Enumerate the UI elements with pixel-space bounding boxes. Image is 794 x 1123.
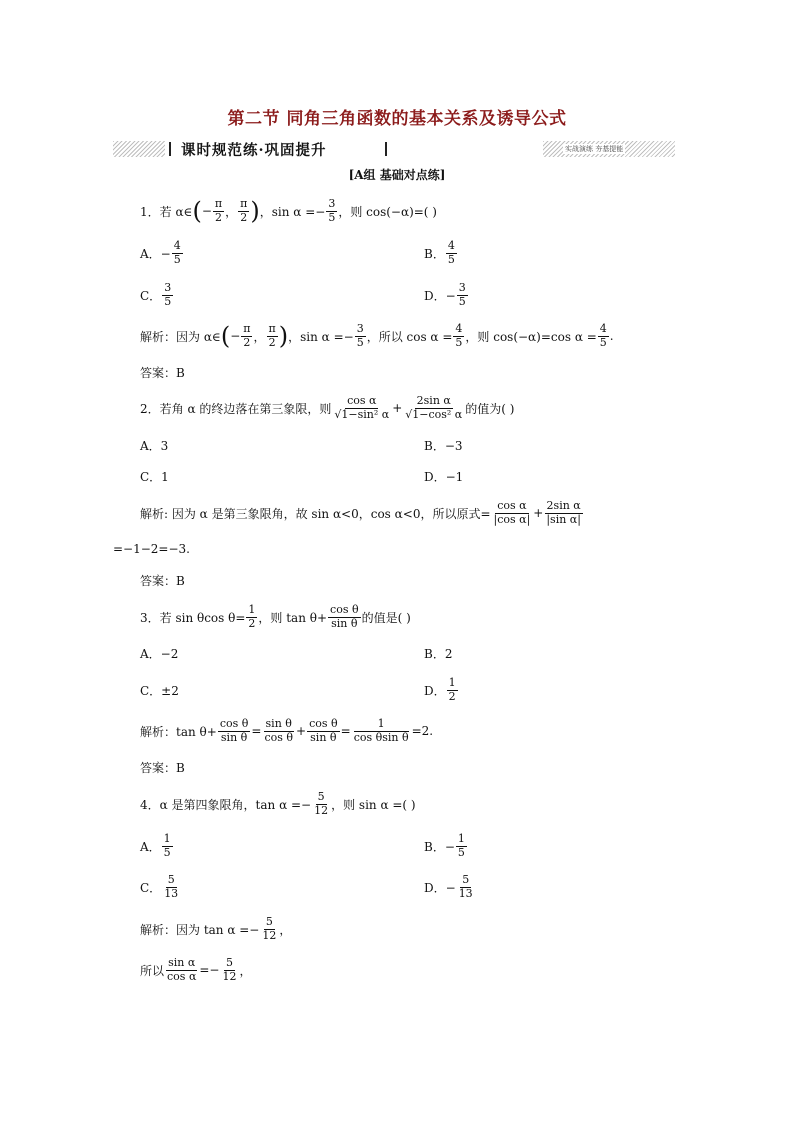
q3-stem: 3．若 sin θcos θ= $\frac{1}{2}$ ，则 tan θ+ $\frac{\text{cos θ}}{\text{sin θ}}$ 的值是( ): [140, 603, 411, 630]
banner-hatch-left: [113, 141, 165, 157]
q1-answer: 答案：B: [140, 365, 185, 380]
q3-option-d: D． $\frac{1}{2}$: [424, 676, 456, 703]
q1-solution: 解析：因为 α∈ ( − $\frac{\pi}{2}$ ， $\frac{\pi}{2}$ ) ，sin α =− $\frac{3}{5}$ ，所以 cos α = $\frac{4}{5}$ ，则 cos(−α)=cos α = $\frac{4}{5}$ .: [140, 322, 614, 350]
q2-answer: 答案：B: [140, 573, 185, 588]
comma: ，: [225, 204, 238, 219]
q1-stem-c: ，则 cos(−α)=( ): [338, 204, 437, 219]
fraction: $\frac{\pi}{2}$: [240, 197, 248, 224]
q4-option-b: B．− $\frac{1}{5}$: [424, 832, 465, 859]
banner-tag: 实战演练 夯基提能: [565, 145, 624, 153]
fraction: $\frac{3}{5}$: [328, 197, 336, 224]
q4-solution-cont: 所以 $\frac{\text{sin α}}{\text{cos α}}$ =− $\frac{5}{12}$ ，: [140, 956, 252, 983]
q3-solution: 解析：tan θ+ $\frac{\text{cos θ}}{\text{sin θ}}$ = $\frac{\text{sin θ}}{\text{cos θ}}$ + $\frac{\text{cos θ}}{\text{sin θ}}$ = $\frac{1}{\text{cos θsin θ}}$ =2.: [140, 717, 434, 744]
q4-option-c: C． $\frac{5}{13}$: [140, 873, 179, 900]
q1-option-b: B． $\frac{4}{5}$: [424, 239, 455, 266]
q3-option-a: A．−2: [140, 646, 179, 661]
q2-stem: 2．若角 α 的终边落在第三象限，则 $\frac{\text{cos α}}{\text{√1−sin² α}}$ + $\frac{\text{2sin α}}{\text{√1−cos² α}}$ 的值为( ): [140, 394, 515, 421]
paren-left: (: [192, 197, 202, 225]
q1-stem-b: ，sin α =−: [259, 204, 326, 219]
q2-option-a: A．3: [140, 438, 169, 453]
q3-option-c: C．±2: [140, 683, 179, 698]
fraction: $\frac{\pi}{2}$: [214, 197, 223, 224]
q1-option-c: C． $\frac{3}{5}$: [140, 281, 172, 308]
q2-option-c: C．1: [140, 469, 169, 484]
q2-solution-cont: =−1−2=−3.: [113, 542, 190, 556]
q1-option-d: D．− $\frac{3}{5}$: [424, 281, 466, 308]
q4-option-a: A． $\frac{1}{5}$: [140, 832, 171, 859]
q1-stem-a: 1．若 α∈: [140, 204, 193, 219]
banner-bar-right: [385, 142, 387, 156]
q4-solution: 解析：因为 tan α =− $\frac{5}{12}$ ，: [140, 915, 292, 942]
banner-label: 课时规范练·巩固提升: [181, 142, 327, 159]
group-heading: [A组 基础对点练]: [348, 168, 446, 182]
q1-stem: [140, 196, 437, 226]
section-banner: [113, 141, 675, 157]
q4-option-d: D．− $\frac{5}{13}$: [424, 873, 473, 900]
q3-answer: 答案：B: [140, 760, 185, 775]
paren-right: ): [250, 197, 260, 225]
q1-option-a: A．− $\frac{4}{5}$: [140, 239, 181, 266]
minus: −: [201, 204, 212, 218]
page-title: 第二节 同角三角函数的基本关系及诱导公式: [227, 109, 567, 129]
q2-solution: 解析: 因为 α 是第三象限角，故 sin α<0，cos α<0，所以原式= $\frac{\text{cos α}}{\text{|cos α|}}$ + $\frac{\text{2sin α}}{\text{|sin α|}}$: [140, 499, 581, 526]
q3-option-b: B．2: [424, 646, 453, 661]
banner-bar-left: [169, 142, 171, 156]
q2-option-b: B．−3: [424, 438, 463, 453]
q4-stem: 4．α 是第四象限角，tan α =− $\frac{5}{12}$ ，则 sin α =( ): [140, 790, 416, 817]
q2-option-d: D．−1: [424, 469, 464, 484]
